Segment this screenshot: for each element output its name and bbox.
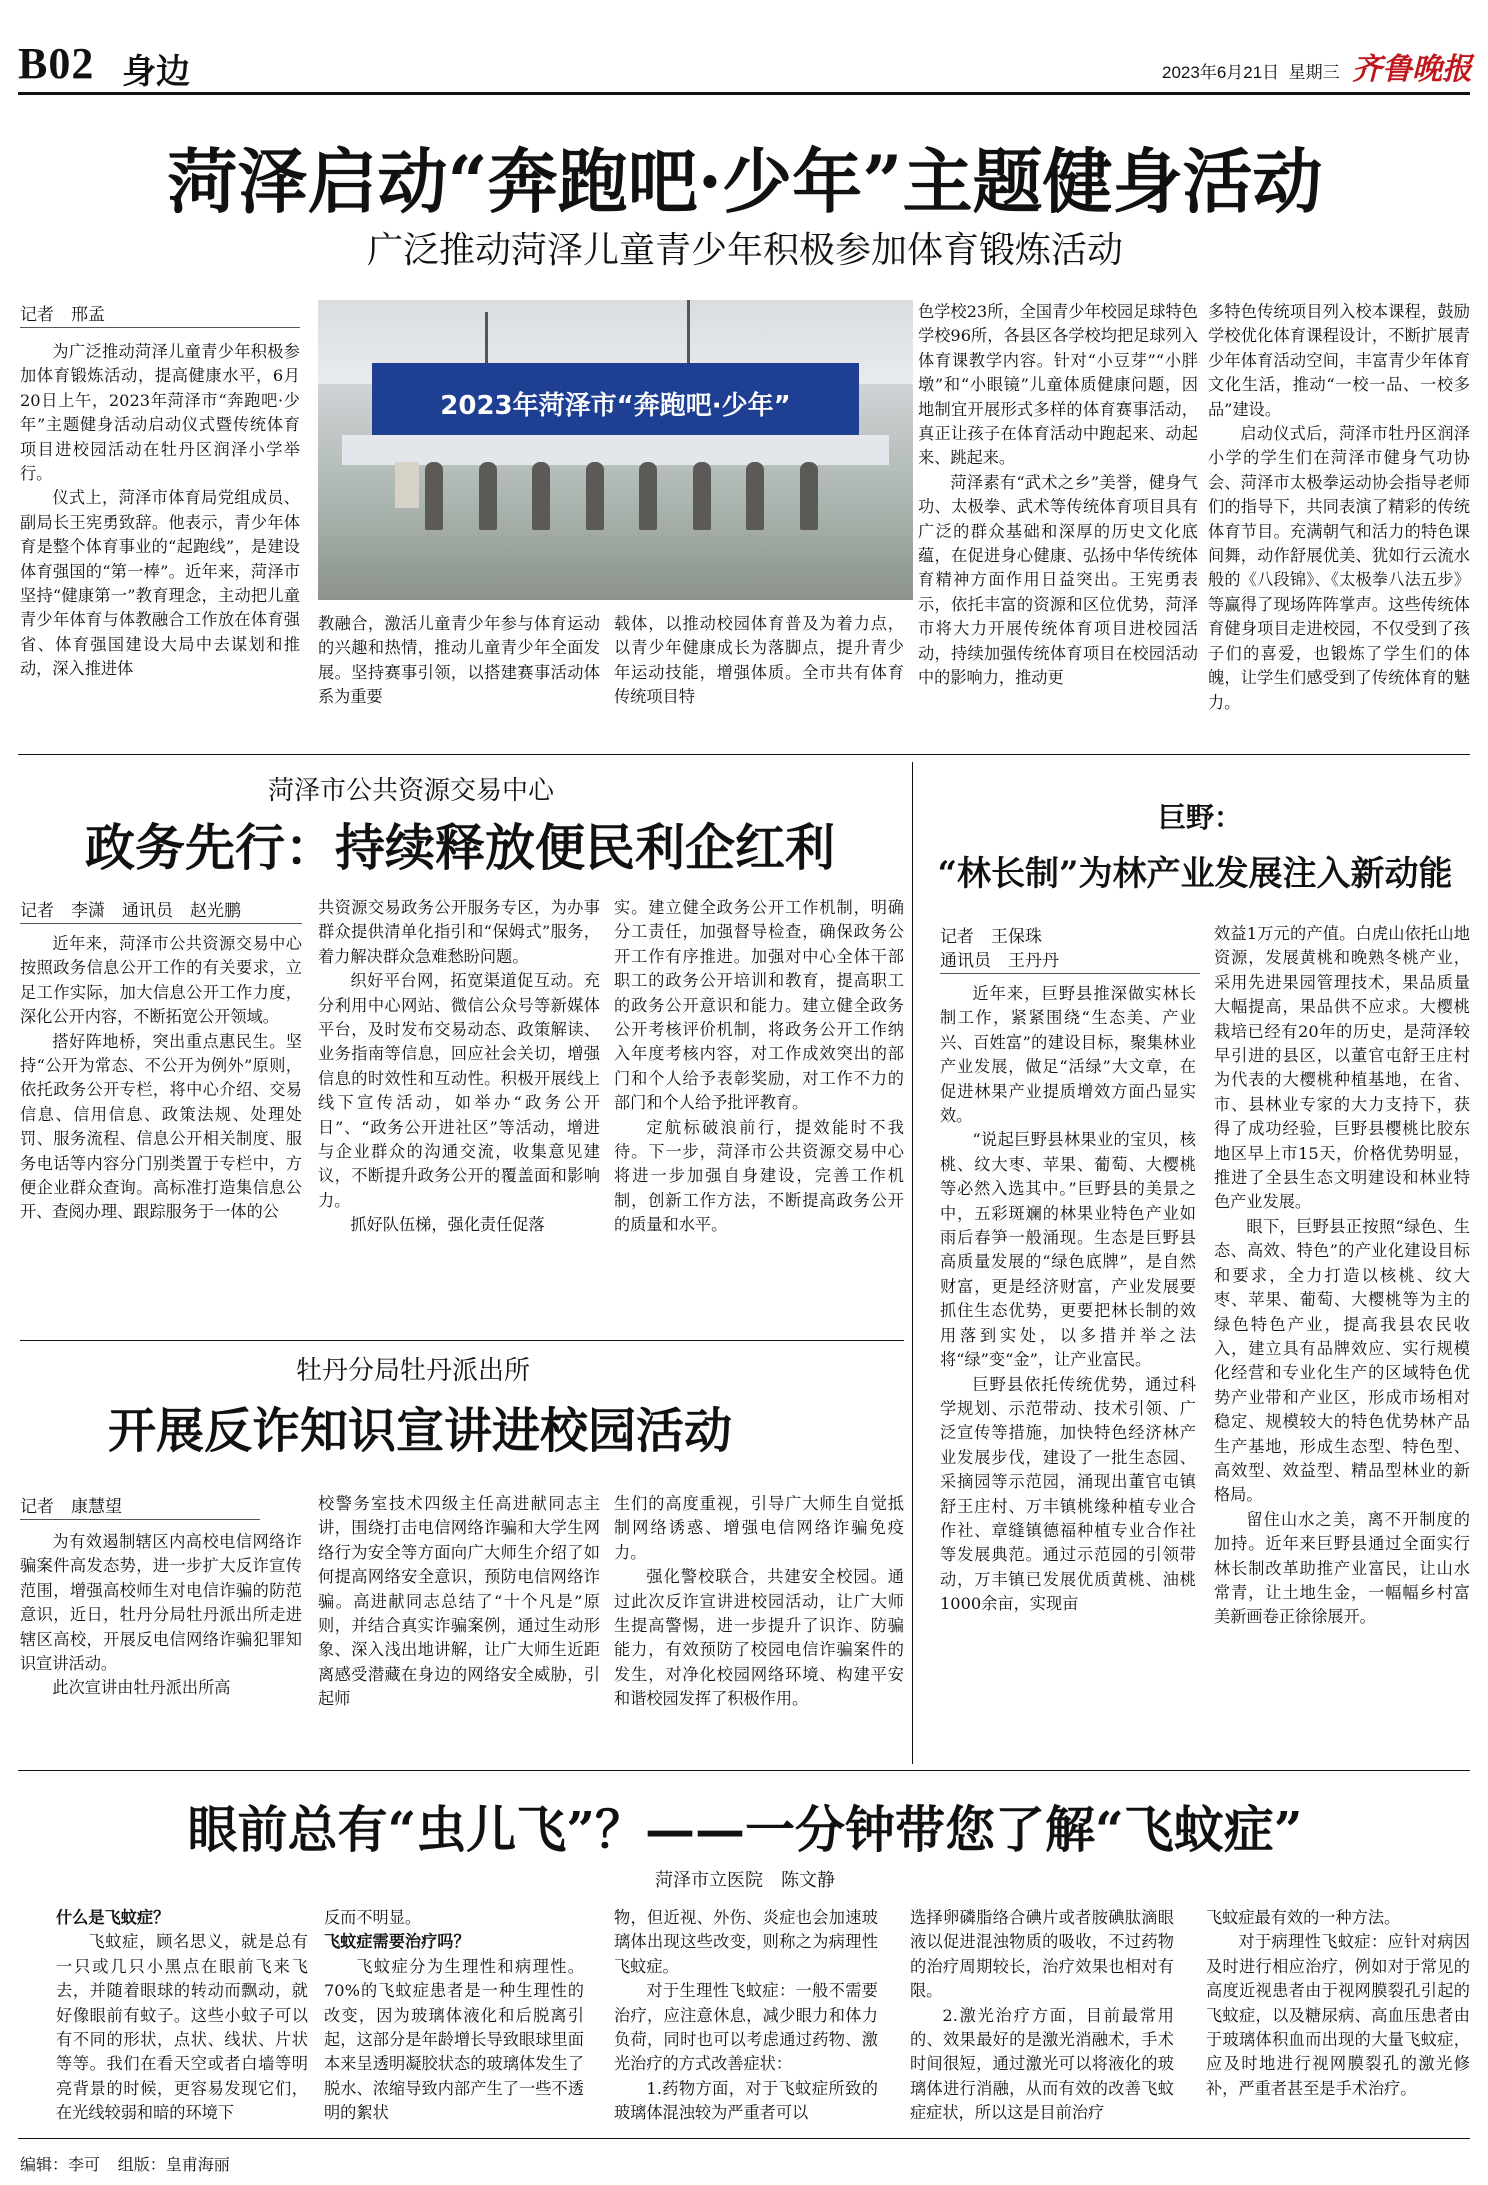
paragraph: 仪式上，菏泽市体育局党组成员、副局长王宪勇致辞。他表示，青少年体育是整个体育事业的“起跑线”，是建设体育强国的“第一棒”。近年来，菏泽市坚持“健康第一”教育理念，主动把儿童青少年体育与体教融合工作放在体育强省、体育强国建设大局中去谋划和推动，深入推进体: [20, 488, 300, 679]
article5-title: 眼前总有“虫儿飞”？——一分钟带您了解“飞蚊症”: [187, 1800, 1303, 1859]
footer-credits: [20, 2152, 230, 2175]
question-heading: 飞蚊症需要治疗吗？: [324, 1932, 470, 1952]
paragraph: 2.激光治疗方面，目前最常用的、效果最好的是激光消融术，手术时间很短，通过激光可以将液化的玻璃体进行消融，从而有效的改善飞蚊症症状，所以这是目前治疗: [910, 2005, 1174, 2123]
paragraph: 载体，以推动校园体育普及为着力点，以青少年健康成长为落脚点，提升青少年运动技能，增强体质。全市共有体育传统项目特: [614, 614, 904, 707]
column-divider: [912, 762, 913, 1764]
article2-col3: [614, 896, 904, 1332]
paragraph: 留住山水之美，离不开制度的加持。近年来巨野县通过全面实行林长制改革助推产业富民，让山水常青，让土地生金，一幅幅乡村富美新画卷正徐徐展开。: [1214, 1509, 1470, 1627]
paragraph: 为广泛推动菏泽儿童青少年积极参加体育锻炼活动，提高健康水平，6月20日上午，2023年菏泽市“奔跑吧·少年”主题健身活动启动仪式暨传统体育项目进校园活动在牡丹区润泽小学举行。: [20, 342, 300, 484]
article2-byline: 记者 李潇 通讯员 赵光鹏: [20, 896, 302, 924]
article4-byline-correspondent: 通讯员 王丹丹: [940, 946, 1200, 974]
paragraph: 此次宣讲由牡丹派出所高: [52, 1678, 231, 1698]
paragraph: 巨野县依托传统优势，通过科学规划、示范带动、技术引领、广泛宣传等措施，加快特色经济林产业发展步伐，建设了一批生态园、采摘园等示范园，涌现出董官屯镇舒王庄村、万丰镇桃缘种植专业合作社、章缝镇德福种植专业合作社等发展典范。通过示范园的引领带动，万丰镇已发展优质黄桃、油桃1000余亩，实现亩: [940, 1374, 1196, 1614]
article3-col3: [614, 1492, 904, 1762]
paragraph: 教融合，激活儿童青少年参与体育运动的兴趣和热情，推动儿童青少年全面发展。坚持赛事引领，以搭建赛事活动体系为重要: [318, 614, 600, 707]
question-heading: 什么是飞蚊症？: [56, 1908, 170, 1927]
divider: [18, 1770, 1470, 1771]
paragraph: 反而不明显。: [324, 1908, 422, 1927]
article3-col1: [20, 1530, 302, 1762]
issue-date: 2023年6月21日 星期三: [1162, 63, 1340, 82]
article2-col1: [20, 932, 302, 1332]
article4-kicker: 巨野：: [1157, 801, 1242, 834]
paragraph: 对于生理性飞蚊症：一般不需要治疗，应注意休息，减少眼力和体力负荷，同时也可以考虑通过药物、激光治疗的方式改善症状：: [614, 1981, 878, 2074]
paragraph: 生们的高度重视，引导广大师生自觉抵制网络诱惑、增强电信网络诈骗免疫力。: [614, 1494, 904, 1562]
paragraph: 启动仪式后，菏泽市牡丹区润泽小学的学生们在菏泽市健身气功协会、菏泽市太极拳运动协会指导老师们的指导下，共同表演了精彩的传统体育节目。充满朝气和活力的特色课间舞，动作舒展优美、犹如行云流水般的《八段锦》、《太极拳八法五步》等赢得了现场阵阵掌声。这些传统体育健身项目走进校园，不仅受到了孩子们的喜爱，也锻炼了学生们的体魄，让学生们感受到了传统体育的魅力。: [1208, 424, 1470, 712]
paragraph: 校警务室技术四级主任高进献同志主讲，围绕打击电信网络诈骗和大学生网络行为安全等方面向广大师生介绍了如何提高网络安全意识，预防电信网络诈骗。高进献同志总结了“十个凡是”原则，并结合真实诈骗案例，通过生动形象、深入浅出地讲解，让广大师生近距离感受潜藏在身边的网络安全威胁，引起师: [318, 1494, 600, 1709]
article3-col2: [318, 1492, 600, 1762]
article4-col1: [940, 982, 1196, 1764]
paragraph: 定航标破浪前行，提效能时不我待。下一步，菏泽市公共资源交易中心将进一步加强自身建设，完善工作机制，创新工作方法，不断提高政务公开的质量和水平。: [614, 1117, 904, 1235]
editor-credit: 编辑：李可: [20, 2157, 101, 2174]
article3-byline: 记者 康慧望: [20, 1492, 260, 1520]
section-name: 身边: [122, 52, 190, 92]
footer-rule: [18, 2138, 1470, 2139]
article1-photo: [318, 300, 913, 600]
article1-col3: [614, 612, 904, 742]
paragraph: 选择卵磷脂络合碘片或者胺碘肽滴眼液以促进混浊物质的吸收，不过药物的治疗周期较长，治疗效果也相对有限。: [910, 1908, 1174, 2001]
article3-title: 开展反诈知识宣讲进校园活动: [107, 1403, 732, 1459]
article4-byline-reporter: 记者 王保珠: [940, 927, 1042, 947]
divider: [20, 1340, 904, 1341]
article1-col4: [918, 300, 1198, 740]
paragraph: 对于病理性飞蚊症：应针对病因及时进行相应治疗，例如对于常见的高度近视患者由于视网膜裂孔引起的飞蚊症，以及糖尿病、高血压患者由于玻璃体积血而出现的大量飞蚊症，应及时地进行视网膜裂孔的激光修补，严重者甚至是手术治疗。: [1206, 1932, 1470, 2098]
article5-col3: [614, 1906, 878, 2132]
photo-banner-text: 2023年菏泽市“奔跑吧·少年”: [440, 390, 791, 421]
paragraph: “说起巨野县林果业的宝贝，核桃、纹大枣、苹果、葡萄、大樱桃等必然入选其中。”巨野县的美景之中，五彩斑斓的林果业特色产业如雨后春笋一般涌现。生态是巨野县高质量发展的“绿色底牌”，是自然财富，更是经济财富，产业发展要抓住生态优势，更要把林长制的效用落到实处，以多措并举之法将“绿”变“金”，让产业富民。: [940, 1130, 1196, 1370]
article2-kicker: 菏泽市公共资源交易中心: [268, 776, 555, 806]
header-rule: [18, 92, 1470, 95]
paragraph: 为有效遏制辖区内高校电信网络诈骗案件高发态势，进一步扩大反诈宣传范围，增强高校师生对电信诈骗的防范意识，近日，牡丹分局牡丹派出所走进辖区高校，开展反电信网络诈骗犯罪知识宣讲活动。: [20, 1532, 302, 1674]
designer-credit: 组版：皇甫海丽: [117, 2157, 230, 2174]
article1-title: 菏泽启动“奔跑吧·少年”主题健身活动: [167, 140, 1323, 223]
paragraph: 色学校23所，全国青少年校园足球特色学校96所，各县区各学校均把足球列入体育课教学内容。针对“小豆芽”“小胖墩”和“小眼镜”儿童体质健康问题，因地制宜开展形式多样的体育赛事活动，真正让孩子在体育活动中跑起来、动起来、跳起来。: [918, 302, 1198, 468]
article3-kicker: 牡丹分局牡丹派出所: [296, 1356, 531, 1386]
paragraph: 织好平台网，拓宽渠道促互动。充分利用中心网站、微信公众号等新媒体平台，及时发布交易动态、政策解读、业务指南等信息，回应社会关切，增强信息的时效性和互动性。积极开展线上线下宣传活动，如举办“政务公开日”、“政务公开进社区”等活动，增进与企业群众的沟通交流，收集意见建议，不断提升政务公开的覆盖面和影响力。: [318, 971, 600, 1210]
article2-col2: [318, 896, 600, 1332]
paragraph: 多特色传统项目列入校本课程，鼓励学校优化体育课程设计，不断扩展青少年体育活动空间，丰富青少年体育文化生活，推动“一校一品、一校多品”建设。: [1208, 302, 1470, 419]
article4-col2: [1214, 922, 1470, 1764]
paragraph: 飞蚊症，顾名思义，就是总有一只或几只小黑点在眼前飞来飞去，并随着眼球的转动而飘动，就好像眼前有蚊子。这些小蚊子可以有不同的形状，点状、线状、片状等等。我们在看天空或者白墙等明亮背景的时候，更容易发现它们，在光线较弱和暗的环境下: [56, 1932, 308, 2123]
article5-col5: [1206, 1906, 1470, 2132]
article5-col2: [324, 1906, 584, 2132]
paragraph: 抓好队伍梯，强化责任促落: [350, 1215, 545, 1235]
article1-byline: 记者 邢孟: [20, 300, 300, 328]
paragraph: 搭好阵地桥，突出重点惠民生。坚持“公开为常态、不公开为例外”原则，依托政务公开专栏，将中心介绍、交易信息、信用信息、政策法规、处理处罚、服务流程、信息公开相关制度、服务电话等内容分门别类置于专栏中，方便企业群众查询。高标准打造集信息公开、查阅办理、跟踪服务于一体的公: [20, 1031, 302, 1222]
article5-byline: 菏泽市立医院 陈文静: [655, 1870, 835, 1891]
paragraph: 菏泽素有“武术之乡”美誉，健身气功、太极拳、武术等传统体育项目具有广泛的群众基础和深厚的历史文化底蕴，在促进身心健康、弘扬中华传统体育精神方面作用日益突出。王宪勇表示，依托丰富的资源和区位优势，菏泽市将大力开展传统体育项目进校园活动，持续加强传统体育项目在校园活动中的影响力，推动更: [918, 472, 1198, 688]
paragraph: 近年来，菏泽市公共资源交易中心按照政务信息公开工作的有关要求，立足工作实际，加大信息公开工作力度，深化公开内容，不断拓宽公开领域。: [20, 934, 302, 1027]
article1-subtitle: 广泛推动菏泽儿童青少年积极参加体育锻炼活动: [366, 230, 1123, 271]
paragraph: 近年来，巨野县推深做实林长制工作，紧紧围绕“生态美、产业兴、百姓富”的建设目标，聚集林业产业发展，做足“活绿”大文章，在促进林果产业提质增效方面凸显实效。: [940, 984, 1196, 1126]
paragraph: 飞蚊症最有效的一种方法。: [1206, 1908, 1401, 1927]
article4-title: “林长制”为林产业发展注入新动能: [937, 854, 1453, 894]
divider: [18, 754, 1470, 755]
article5-col4: [910, 1906, 1174, 2132]
paragraph: 飞蚊症分为生理性和病理性。70%的飞蚊症患者是一种生理性的改变，因为玻璃体液化和后脱离引起，这部分是年龄增长导致眼球里面本来呈透明凝胶状态的玻璃体发生了脱水、浓缩导致内部产生了一些不透明的絮状: [324, 1956, 584, 2123]
paragraph: 效益1万元的产值。白虎山依托山地资源，发展黄桃和晚熟冬桃产业，采用先进果园管理技术，果品质量大幅提高，果品供不应求。大樱桃栽培已经有20年的历史，是菏泽较早引进的县区，以董官屯舒王庄村为代表的大樱桃种植基地，在省、市、县林业专家的大力支持下，获得了成功经验，巨野县樱桃比胶东地区早上市15天，价格优势明显，推进了全县生态文明建设和林业特色产业发展。: [1214, 924, 1470, 1212]
paragraph: 物，但近视、外伤、炎症也会加速玻璃体出现这些改变，则称之为病理性飞蚊症。: [614, 1908, 878, 1976]
article1-col5: [1208, 300, 1470, 740]
paragraph: 实。建立健全政务公开工作机制，明确分工责任，加强督导检查，确保政务公开工作有序推进。加强对中心全体干部职工的政务公开培训和教育，提高职工的政务公开意识和能力。建立健全政务公开考核评价机制，将政务公开工作纳入年度考核内容，对工作成效突出的部门和个人给予表彰奖励，对工作不力的部门和个人给予批评教育。: [614, 898, 904, 1113]
article1-col1: [20, 340, 300, 740]
paragraph: 1.药物方面，对于飞蚊症所致的玻璃体混浊较为严重者可以: [614, 2078, 878, 2123]
paper-name-logo: 齐鲁晚报: [1352, 52, 1472, 87]
article5-col1: [56, 1906, 308, 2132]
page-code: B02: [18, 39, 95, 88]
paragraph: 眼下，巨野县正按照“绿色、生态、高效、特色”的产业化建设目标和要求，全力打造以核桃、纹大枣、苹果、葡萄、大樱桃等为主的绿色特色产业，提高我县农民收入，建立具有品牌效应、实行规模化经营和专业化生产的区域特色优势产业带和产业区，形成市场相对稳定、规模较大的特色优势林产品生产基地，形成生态型、特色型、高效型、效益型、精品型林业的新格局。: [1214, 1216, 1470, 1505]
paragraph: 共资源交易政务公开服务专区，为办事群众提供清单化指引和“保姆式”服务，着力解决群众急难愁盼问题。: [318, 898, 600, 966]
article2-title: 政务先行：持续释放便民利企红利: [85, 818, 835, 877]
paragraph: 强化警校联合，共建安全校园。通过此次反诈宣讲进校园活动，让广大师生提高警惕，进一步提升了识诈、防骗能力，有效预防了校园电信诈骗案件的发生，对净化校园网络环境、构建平安和谐校园发挥了积极作用。: [614, 1567, 904, 1709]
article1-col2: [318, 612, 600, 742]
